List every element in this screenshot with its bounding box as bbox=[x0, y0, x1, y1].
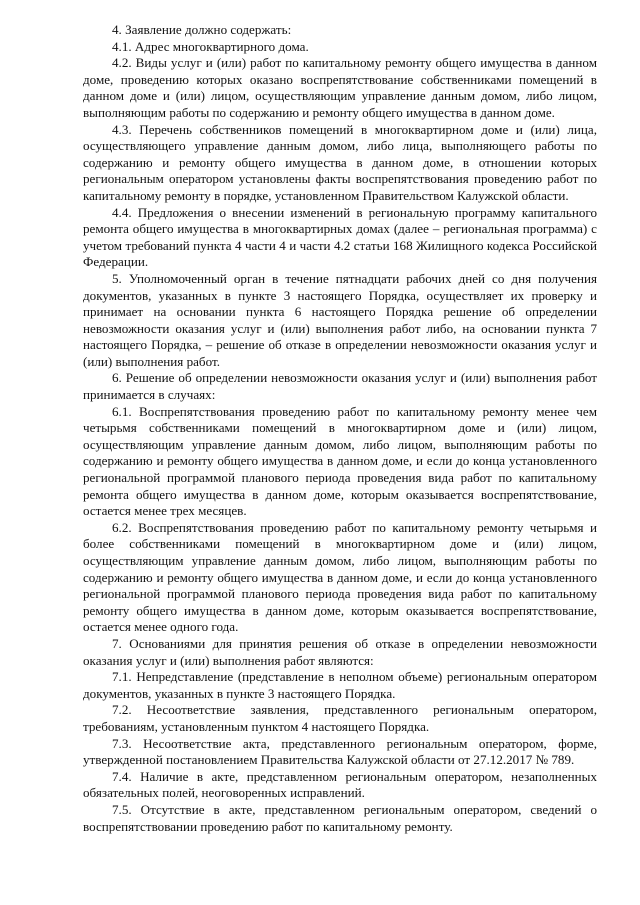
paragraph-5: 5. Уполномоченный орган в течение пятнадцати рабочих дней со дня получения документов, указанных в пункте 3 настоящего Порядка, осуществляет их проверку и принимает на основании пункта 6 настоящего Порядка решение об определении невозможности оказания услуг и (или) выполнения работ либо, на основании пункта 7 настоящего Порядка, – решение об отказе в определении невозможности оказания услуг и (или) выполнения работ. bbox=[83, 270, 597, 369]
paragraph-6: 6. Решение об определении невозможности оказания услуг и (или) выполнения работ принимается в случаях: bbox=[83, 370, 597, 403]
paragraph-7-2: 7.2. Несоответствие заявления, представленного региональным оператором, требованиям, установленным пунктом 4 настоящего Порядка. bbox=[83, 702, 597, 734]
paragraph-7-3: 7.3. Несоответствие акта, представленного региональным оператором, форме, утвержденной постановлением Правительства Калужской области от 27.12.2017 № 789. bbox=[83, 735, 597, 768]
paragraph-4-3: 4.3. Перечень собственников помещений в многоквартирном доме и (или) лица, осуществляющего управление данным домом, либо лица, выполняющего работы по содержанию и ремонту общего имущества в данном доме, в отношении которых региональным оператором установлены факты воспрепятствования проведению работ по капитальному ремонту в порядке, установленном Правительством Калужской области. bbox=[83, 121, 597, 203]
paragraph-4: 4. Заявление должно содержать: bbox=[112, 22, 292, 37]
paragraph-6-2: 6.2. Воспрепятствования проведению работ по капитальному ремонту четырьмя и более собственниками помещений в многоквартирном доме и (или) лицом, осуществляющим управление данным домом, либо лицом, выполняющим работы по содержанию и ремонту общего имущества в данном доме, и если до конца установленного региональной программой планового периода проведения вида работ по капитальному ремонту общего имущества в данном доме, которым оказывается воспрепятствование, остается менее одного года. bbox=[83, 519, 597, 635]
paragraph-7-5: 7.5. Отсутствие в акте, представленном региональным оператором, сведений о воспрепятствовании проведению работ по капитальному ремонту. bbox=[83, 801, 597, 834]
paragraph-7-1: 7.1. Непредставление (представление в неполном объеме) региональным оператором документов, указанных в пункте 3 настоящего Порядка. bbox=[83, 669, 597, 701]
paragraph-7-4: 7.4. Наличие в акте, представленном региональным оператором, незаполненных обязательных полей, неоговоренных исправлений. bbox=[83, 768, 597, 801]
paragraph-4-4: 4.4. Предложения о внесении изменений в региональную программу капитального ремонта общего имущества в многоквартирных домах (далее – региональная программа) с учетом требований пункта 4 части 4 и части 4.2 статьи 168 Жилищного кодекса Российской Федерации. bbox=[83, 204, 597, 270]
paragraph-4-1: 4.1. Адрес многоквартирного дома. bbox=[112, 38, 309, 54]
paragraph-7: 7. Основаниями для принятия решения об отказе в определении невозможности оказания услуг и (или) выполнения работ являются: bbox=[83, 635, 597, 668]
paragraph-4-2: 4.2. Виды услуг и (или) работ по капитальному ремонту общего имущества в данном доме, проведению которых оказано воспрепятствование собственниками помещений в данном доме и (или) лицом, осуществляющим управление данным домом, либо лицом, выполняющим работы по содержанию и ремонту общего имущества в данном доме. bbox=[83, 55, 597, 120]
paragraph-6-1: 6.1. Воспрепятствования проведению работ по капитальному ремонту менее чем четырьмя собственниками помещений в многоквартирном доме и (или) лицом, осуществляющим управление данным домом, либо лицом, выполняющим работы по содержанию и ремонту общего имущества в данном доме, и если до конца установленного региональной программой планового периода проведения вида работ по капитальному ремонта общего имущества в данном доме, которым оказывается воспрепятствование, остается менее трех месяцев. bbox=[83, 403, 597, 519]
document-body bbox=[83, 22, 597, 835]
